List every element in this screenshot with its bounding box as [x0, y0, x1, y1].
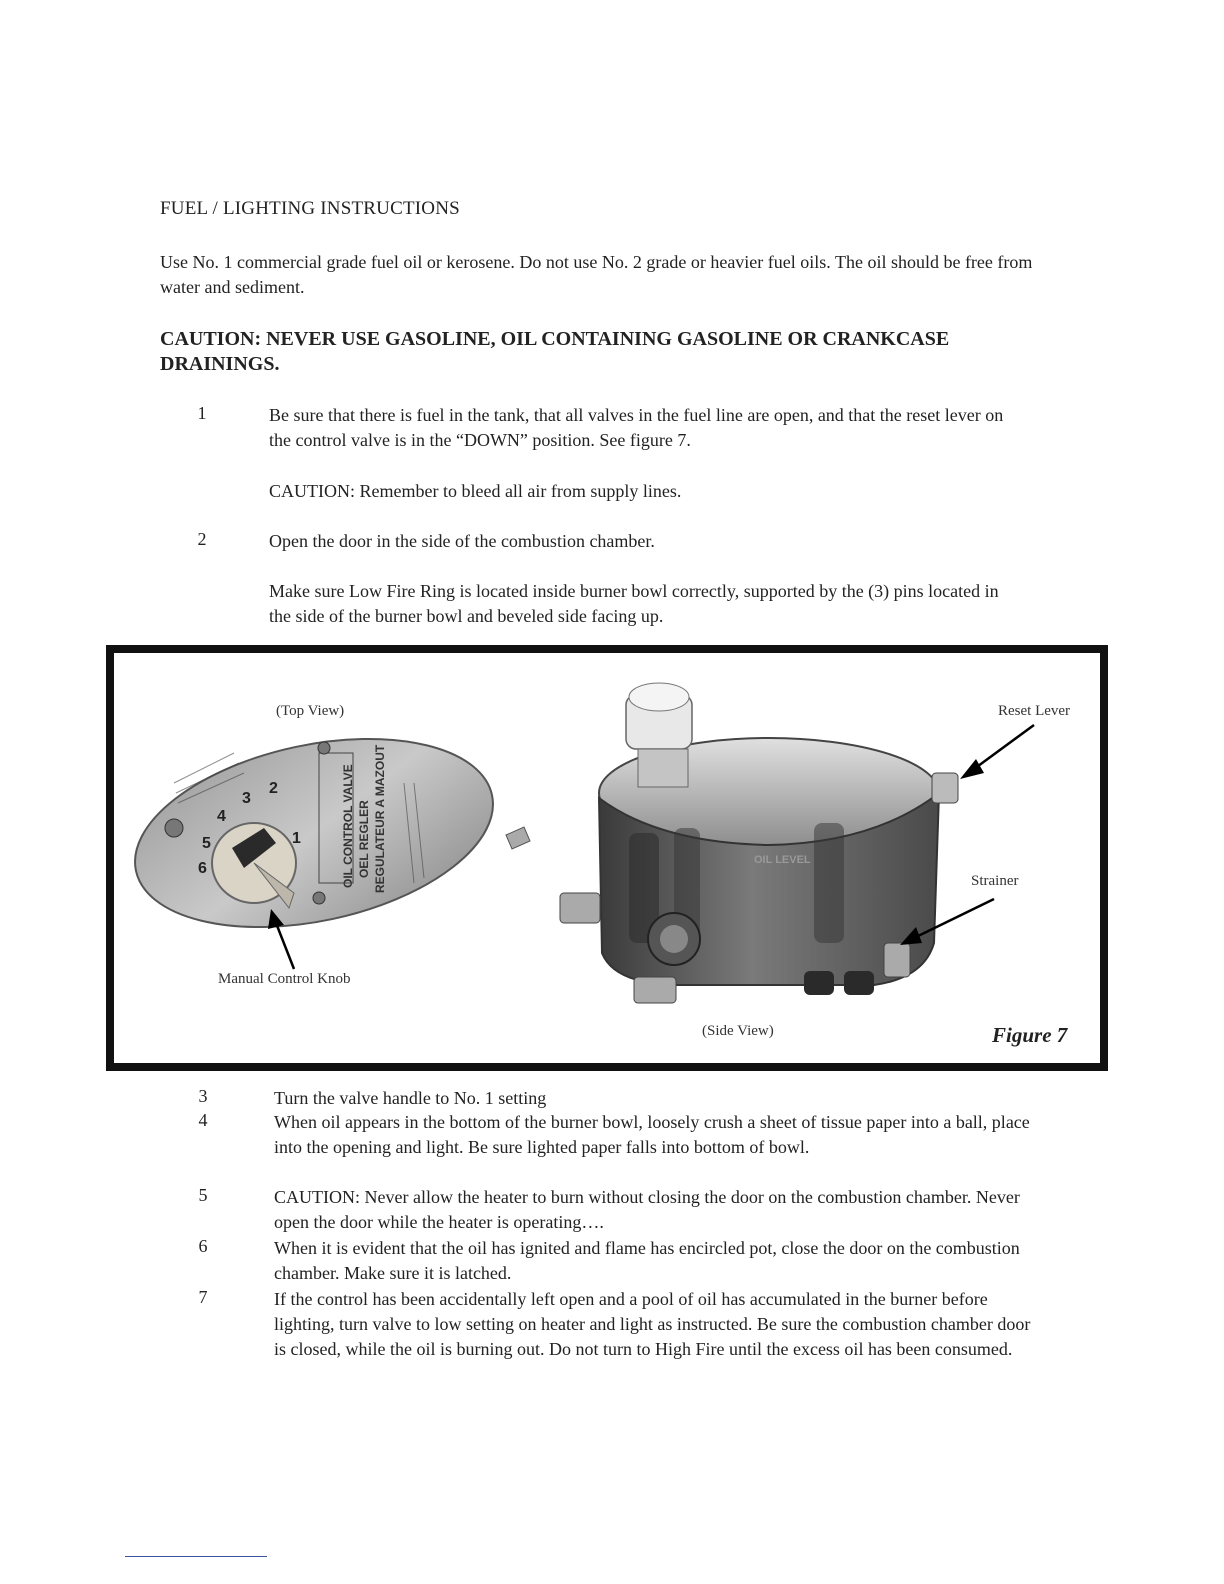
- step-number: 1: [197, 403, 207, 423]
- plate-text-3: REGULATEUR A MAZOUT: [373, 744, 387, 893]
- page-heading: FUEL / LIGHTING INSTRUCTIONS: [160, 198, 460, 219]
- dial-number: 3: [242, 790, 251, 807]
- intro-paragraph: Use No. 1 commercial grade fuel oil or kerosene. Do not use No. 2 grade or heavier fuel oils. The oil should be free from water and sediment.: [160, 252, 1033, 297]
- top-view-label: (Top View): [276, 703, 345, 719]
- strainer-label: Strainer: [971, 873, 1019, 889]
- dial-number: 6: [198, 860, 207, 877]
- step-text: When oil appears in the bottom of the burner bowl, loosely crush a sheet of tissue paper into a ball, place into the opening and light. Be sure lighted paper falls into bottom of bowl.: [274, 1112, 1030, 1157]
- step-text: When it is evident that the oil has ignited and flame has encircled pot, close the door on the combustion chamber. Make sure it is latched.: [274, 1238, 1020, 1283]
- low-fire-ring-note: Make sure Low Fire Ring is located inside burner bowl correctly, supported by the (3) pins located in the side of the burner bowl and beveled side facing up.: [269, 581, 999, 626]
- step-text: If the control has been accidentally left open and a pool of oil has accumulated in the burner before lighting, turn valve to low setting on heater and light as instructed. Be sure the combustion chamber door is closed, while the oil is burning out. Do not turn to High Fire until the excess oil has been consumed.: [274, 1289, 1031, 1359]
- figure-7: [106, 645, 1108, 1071]
- plate-text-1: OIL CONTROL VALVE: [341, 764, 355, 888]
- side-view-label: (Side View): [702, 1023, 774, 1039]
- reset-lever-label: Reset Lever: [998, 703, 1071, 719]
- step-number: 2: [197, 529, 207, 549]
- plate-text-2: OEL REGLER: [357, 800, 371, 878]
- figure-illustration: [114, 653, 1100, 1063]
- step-number: 4: [198, 1110, 208, 1130]
- step-number: 3: [198, 1086, 208, 1106]
- dial-number: 2: [269, 780, 278, 797]
- step-text: Open the door in the side of the combustion chamber.: [269, 531, 655, 551]
- oil-level-marking: OIL LEVEL: [754, 854, 811, 866]
- step-number: 6: [198, 1236, 208, 1256]
- step-text: Turn the valve handle to No. 1 setting: [274, 1088, 547, 1108]
- top-view-plate: [118, 709, 530, 969]
- dial-number: 5: [202, 835, 211, 852]
- step-text: CAUTION: Never allow the heater to burn without closing the door on the combustion chamber. Never open the door while the heater is operating….: [274, 1187, 1020, 1232]
- manual-knob-label: Manual Control Knob: [218, 971, 351, 987]
- figure-title: Figure 7: [992, 1023, 1068, 1047]
- step-number: 7: [198, 1287, 208, 1307]
- side-view-valve: [560, 683, 958, 1003]
- dial-number: 1: [292, 830, 301, 847]
- caution-gasoline: CAUTION: NEVER USE GASOLINE, OIL CONTAINING GASOLINE OR CRANKCASE DRAININGS.: [160, 328, 950, 375]
- dial-number: 4: [217, 808, 226, 825]
- caution-bleed-air: CAUTION: Remember to bleed all air from supply lines.: [269, 481, 682, 501]
- footnote-rule: [125, 1556, 267, 1557]
- step-text: Be sure that there is fuel in the tank, that all valves in the fuel line are open, and that the reset lever on the control valve is in the “DOWN” position. See figure 7.: [269, 405, 1004, 450]
- step-number: 5: [198, 1185, 208, 1205]
